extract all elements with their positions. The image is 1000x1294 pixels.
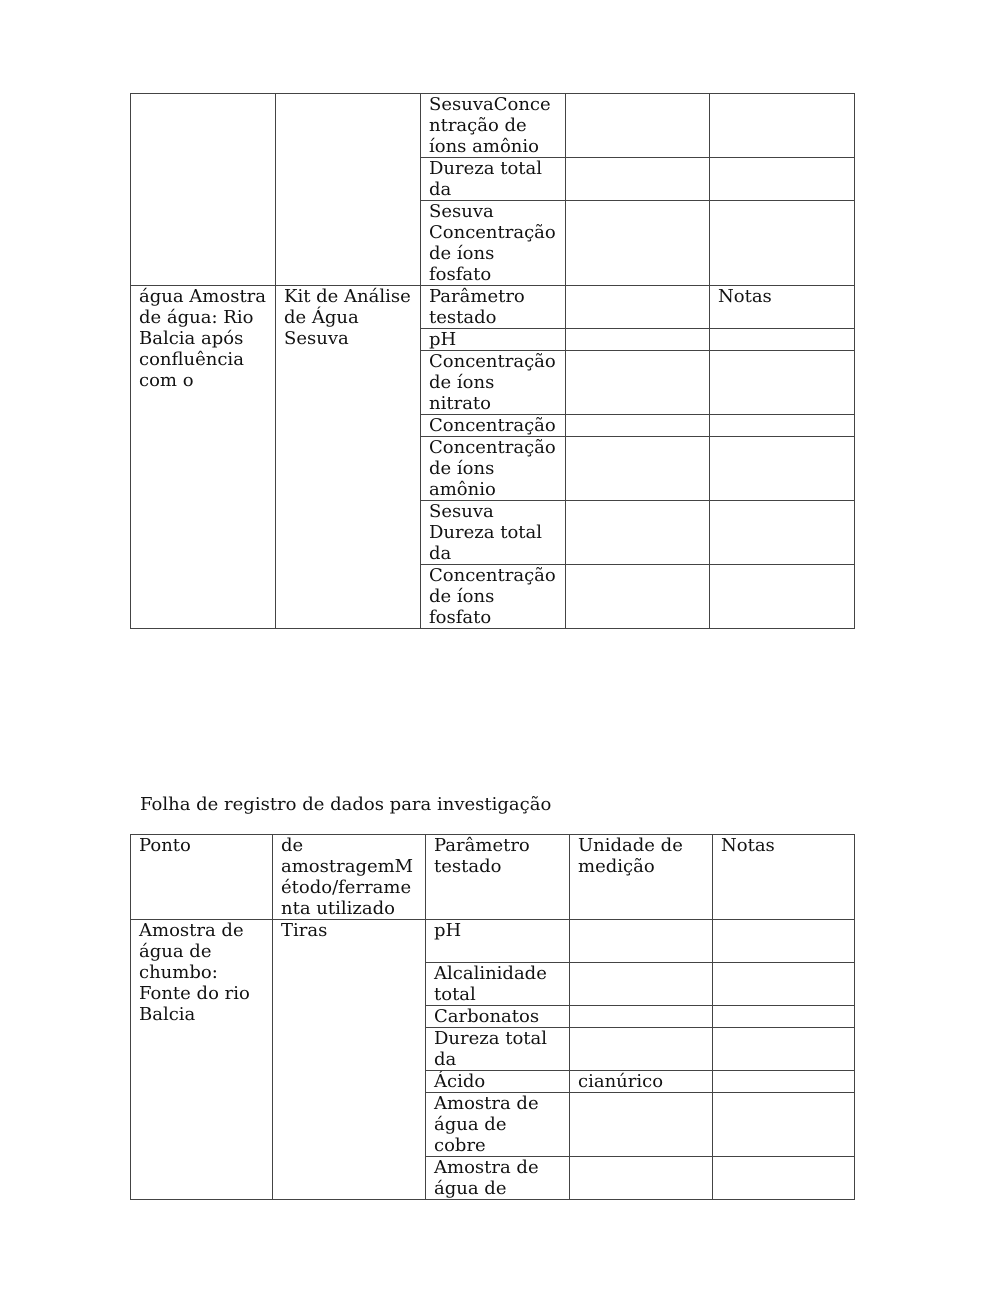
- parameter-cell: Amostra de água de: [426, 1157, 570, 1200]
- parameter-cell: Carbonatos: [426, 1006, 570, 1028]
- parameter-cell: Concentração: [421, 415, 566, 437]
- unit-cell: [566, 415, 710, 437]
- sample-point-cell: água Amostra de água: Rio Balcia após confluência com o: [131, 286, 276, 629]
- notes-cell: [710, 201, 855, 286]
- parameter-cell: Alcalinidade total: [426, 963, 570, 1006]
- unit-cell: [566, 158, 710, 201]
- header-cell-unit: Unidade de medição: [570, 835, 713, 920]
- table-caption: Folha de registro de dados para investigação: [140, 794, 552, 815]
- parameter-cell: Ácido: [426, 1071, 570, 1093]
- unit-cell: [570, 1028, 713, 1071]
- parameter-cell: Concentração de íons fosfato: [421, 565, 566, 629]
- header-row: [131, 835, 855, 920]
- header-cell-parameter: Parâmetro testado: [426, 835, 570, 920]
- data-record-table: [130, 834, 855, 1200]
- table-row: [131, 920, 855, 963]
- empty-cell: [131, 94, 276, 286]
- unit-cell: [566, 329, 710, 351]
- parameter-cell: Concentração de íons nitrato: [421, 351, 566, 415]
- parameter-cell: Sesuva Dureza total da: [421, 501, 566, 565]
- notes-cell: [710, 94, 855, 158]
- parameter-cell: Concentração de íons amônio: [421, 437, 566, 501]
- parameter-cell: pH: [421, 329, 566, 351]
- parameter-cell: Dureza total da: [421, 158, 566, 201]
- notes-cell: [710, 501, 855, 565]
- parameter-cell: pH: [426, 920, 570, 963]
- unit-cell: [566, 94, 710, 158]
- notes-cell: [713, 1028, 855, 1071]
- unit-cell: [566, 201, 710, 286]
- notes-cell: [713, 1093, 855, 1157]
- notes-cell: [710, 329, 855, 351]
- parameter-cell: SesuvaConce ntração de íons amônio: [421, 94, 566, 158]
- notes-cell: [710, 158, 855, 201]
- notes-cell: [710, 351, 855, 415]
- header-cell-notes: Notas: [713, 835, 855, 920]
- notes-cell: [713, 963, 855, 1006]
- unit-cell: [566, 351, 710, 415]
- unit-cell: [570, 963, 713, 1006]
- notes-cell: [710, 565, 855, 629]
- unit-cell: [566, 437, 710, 501]
- empty-cell: [276, 94, 421, 286]
- header-cell-point: Ponto: [131, 835, 273, 920]
- unit-cell: [570, 1093, 713, 1157]
- notes-cell: [713, 1006, 855, 1028]
- notes-cell: Notas: [710, 286, 855, 329]
- parameter-cell: Parâmetro testado: [421, 286, 566, 329]
- table-row: [131, 286, 855, 329]
- unit-cell: cianúrico: [570, 1071, 713, 1093]
- notes-cell: [713, 1071, 855, 1093]
- unit-cell: [570, 1157, 713, 1200]
- method-cell: Kit de Análise de Água Sesuva: [276, 286, 421, 629]
- parameter-cell: Amostra de água de cobre: [426, 1093, 570, 1157]
- parameter-cell: Sesuva Concentração de íons fosfato: [421, 201, 566, 286]
- notes-cell: [713, 920, 855, 963]
- unit-cell: [566, 501, 710, 565]
- method-cell: Tiras: [273, 920, 426, 1200]
- unit-cell: [566, 565, 710, 629]
- unit-cell: [566, 286, 710, 329]
- header-cell-method: de amostragemM étodo/ferrame nta utilizado: [273, 835, 426, 920]
- notes-cell: [710, 437, 855, 501]
- data-table-continued: [130, 93, 855, 629]
- notes-cell: [713, 1157, 855, 1200]
- sample-point-cell: Amostra de água de chumbo: Fonte do rio Balcia: [131, 920, 273, 1200]
- table-row: [131, 94, 855, 158]
- unit-cell: [570, 920, 713, 963]
- parameter-cell: Dureza total da: [426, 1028, 570, 1071]
- notes-cell: [710, 415, 855, 437]
- unit-cell: [570, 1006, 713, 1028]
